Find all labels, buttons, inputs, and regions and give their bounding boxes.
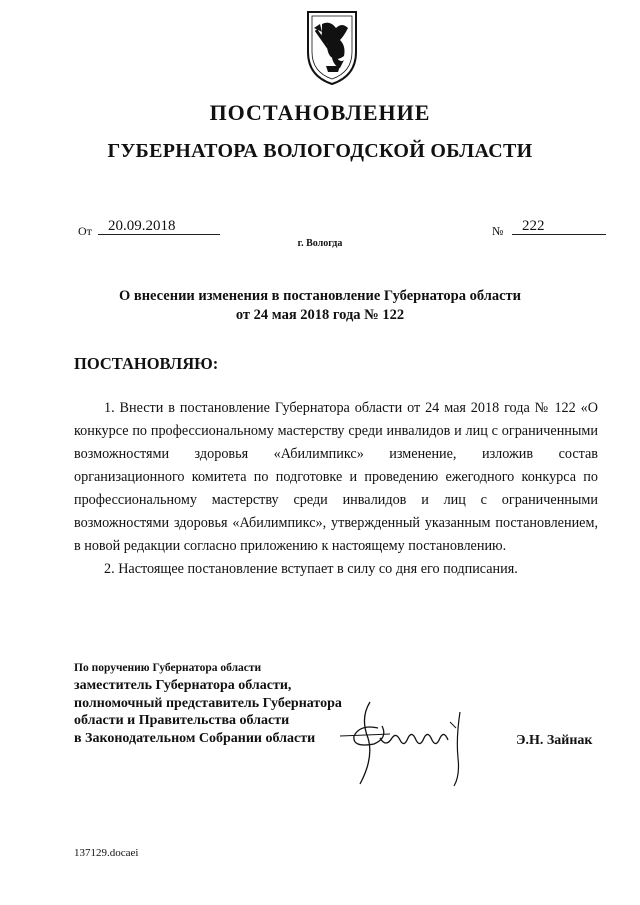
position-line-2: полномочный представитель Губернатора bbox=[74, 695, 342, 711]
body-text bbox=[74, 397, 598, 581]
position-line-4: в Законодательном Собрании области bbox=[74, 730, 316, 746]
subject-line-2: от 24 мая 2018 года № 122 bbox=[235, 307, 405, 323]
document-number: 222 bbox=[512, 218, 606, 235]
decree-word: ПОСТАНОВЛЯЮ: bbox=[74, 354, 219, 373]
paragraph-1: 1. Внести в постановление Губернатора области от 24 мая 2018 года № 122 «О конкурсе по профессиональному мастерству среди инвалидов и лиц с ограниченными возможностями здоровья «Абилимпикс» изменение, изложив состав организационного комитета по подготовке и проведению ежегодного конкурса по профессиональному мастерству среди инвалидов и лиц с ограниченными возможностями здоровья «Абилимпикс», утвержденный указанным постановлением, в новой редакции согласно приложению к настоящему постановлению. bbox=[74, 400, 598, 554]
document-id: 137129.docaei bbox=[74, 847, 139, 859]
subject-line-1: О внесении изменения в постановление Губернатора области bbox=[118, 288, 522, 304]
paragraph-2: 2. Настоящее постановление вступает в силу со дня его подписания. bbox=[104, 561, 518, 577]
signature-block bbox=[74, 660, 342, 747]
signer-name: Э.Н. Зайнак bbox=[516, 733, 593, 748]
position-line-1: заместитель Губернатора области, bbox=[74, 678, 292, 693]
handwritten-signature bbox=[330, 698, 480, 788]
document-date: 20.09.2018 bbox=[98, 218, 220, 235]
city-label: г. Вологда bbox=[297, 238, 343, 249]
date-prefix: От bbox=[78, 224, 92, 238]
document-title: ПОСТАНОВЛЕНИЕ bbox=[209, 100, 431, 125]
subject-heading bbox=[80, 287, 560, 325]
document-subtitle: ГУБЕРНАТОРА ВОЛОГОДСКОЙ ОБЛАСТИ bbox=[107, 140, 533, 162]
by-order-line: По поручению Губернатора области bbox=[74, 662, 262, 674]
position-line-3: области и Правительства области bbox=[74, 713, 290, 728]
coat-of-arms-emblem bbox=[300, 6, 364, 86]
number-prefix: № bbox=[492, 224, 504, 238]
